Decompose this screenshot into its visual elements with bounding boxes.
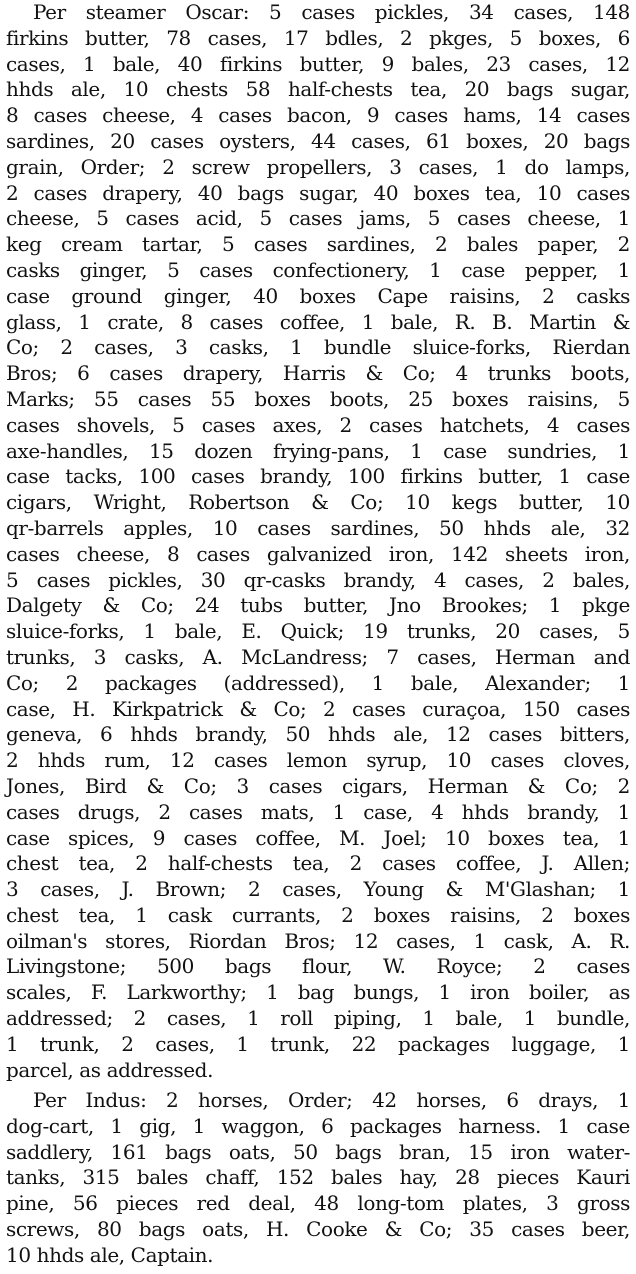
text-line: Livingstone; 500 bags flour, W. Royce; 2 cases (6, 954, 630, 979)
text-line: 2 cases drapery, 40 bags sugar, 40 boxes tea, 10 cases (6, 180, 630, 205)
paragraph-steamer-oscar (6, 0, 630, 1083)
text-line: Co; 2 packages (addressed), 1 bale, Alexander; 1 (6, 670, 630, 695)
text-line: 10 hhds ale, Captain. (6, 1242, 214, 1267)
text-line: Marks; 55 cases 55 boxes boots, 25 boxes raisins, 5 (6, 386, 630, 411)
text-line: chest tea, 1 cask currants, 2 boxes raisins, 2 boxes (6, 902, 630, 927)
text-line: firkins butter, 78 cases, 17 bdles, 2 pkges, 5 boxes, 6 (6, 25, 630, 50)
text-line: grain, Order; 2 screw propellers, 3 cases, 1 do lamps, (6, 154, 630, 179)
text-line: addressed; 2 cases, 1 roll piping, 1 bale, 1 bundle, (6, 1006, 630, 1031)
text-line: oilman's stores, Riordan Bros; 12 cases, 1 cask, A. R. (6, 928, 630, 953)
text-line: case tacks, 100 cases brandy, 100 firkins butter, 1 case (6, 464, 630, 489)
text-line: sardines, 20 cases oysters, 44 cases, 61 boxes, 20 bags (6, 128, 630, 153)
text-line: case, H. Kirkpatrick & Co; 2 cases curaçoa, 150 cases (6, 696, 630, 721)
text-line: 2 hhds rum, 12 cases lemon syrup, 10 cases cloves, (6, 748, 630, 773)
text-line: 5 cases pickles, 30 qr-casks brandy, 4 cases, 2 bales, (6, 567, 630, 592)
text-line: qr-barrels apples, 10 cases sardines, 50 hhds ale, 32 (6, 515, 630, 540)
text-line: pine, 56 pieces red deal, 48 long-tom plates, 3 gross (6, 1191, 630, 1216)
text-line: keg cream tartar, 5 cases sardines, 2 bales paper, 2 (6, 232, 630, 257)
text-line: saddlery, 161 bags oats, 50 bags bran, 15 iron water- (6, 1139, 630, 1164)
paragraph-per-indus (6, 1088, 630, 1269)
text-line: screws, 80 bags oats, H. Cooke & Co; 35 cases beer, (6, 1216, 630, 1241)
text-line: sluice-forks, 1 bale, E. Quick; 19 trunks, 20 cases, 5 (6, 619, 630, 644)
text-line: Bros; 6 cases drapery, Harris & Co; 4 trunks boots, (6, 361, 630, 386)
text-line: glass, 1 crate, 8 cases coffee, 1 bale, R. B. Martin & (6, 309, 630, 334)
text-line: Per Indus: 2 horses, Order; 42 horses, 6 drays, 1 (33, 1088, 630, 1112)
text-line: trunks, 3 casks, A. McLandress; 7 cases, Herman and (6, 644, 630, 669)
text-line: cigars, Wright, Robertson & Co; 10 kegs butter, 10 (6, 490, 630, 515)
text-line: Co; 2 cases, 3 casks, 1 bundle sluice-forks, Rierdan (6, 335, 630, 360)
text-line: Jones, Bird & Co; 3 cases cigars, Herman & Co; 2 (6, 773, 630, 798)
text-line: case ground ginger, 40 boxes Cape raisins, 2 casks (6, 283, 630, 308)
text-line: parcel, as addressed. (6, 1057, 214, 1082)
text-line: 3 cases, J. Brown; 2 cases, Young & M'Glashan; 1 (6, 877, 630, 902)
text-line: casks ginger, 5 cases confectionery, 1 case pepper, 1 (6, 257, 630, 282)
text-line: Dalgety & Co; 24 tubs butter, Jno Brookes; 1 pkge (6, 593, 630, 618)
text-line: chest tea, 2 half-chests tea, 2 cases coffee, J. Allen; (6, 851, 630, 876)
text-line: cases, 1 bale, 40 firkins butter, 9 bales, 23 cases, 12 (6, 51, 630, 76)
text-line: cases cheese, 8 cases galvanized iron, 142 sheets iron, (6, 541, 630, 566)
text-line: 8 cases cheese, 4 cases bacon, 9 cases hams, 14 cases (6, 103, 630, 128)
text-line: hhds ale, 10 chests 58 half-chests tea, 20 bags sugar, (6, 77, 630, 102)
text-line: scales, F. Larkworthy; 1 bag bungs, 1 iron boiler, as (6, 980, 630, 1005)
text-line: cases shovels, 5 cases axes, 2 cases hatchets, 4 cases (6, 412, 630, 437)
text-line: 1 trunk, 2 cases, 1 trunk, 22 packages luggage, 1 (6, 1031, 630, 1056)
text-line: cheese, 5 cases acid, 5 cases jams, 5 cases cheese, 1 (6, 206, 630, 231)
text-line: tanks, 315 bales chaff, 152 bales hay, 28 pieces Kauri (6, 1165, 630, 1190)
text-line: geneva, 6 hhds brandy, 50 hhds ale, 12 cases bitters, (6, 722, 630, 747)
text-line: cases drugs, 2 cases mats, 1 case, 4 hhds brandy, 1 (6, 799, 630, 824)
text-line: axe-handles, 15 dozen frying-pans, 1 case sundries, 1 (6, 438, 630, 463)
text-line: case spices, 9 cases coffee, M. Joel; 10 boxes tea, 1 (6, 825, 630, 850)
text-line: Per steamer Oscar: 5 cases pickles, 34 cases, 148 (33, 0, 630, 24)
text-line: dog-cart, 1 gig, 1 waggon, 6 packages harness. 1 case (6, 1113, 630, 1138)
